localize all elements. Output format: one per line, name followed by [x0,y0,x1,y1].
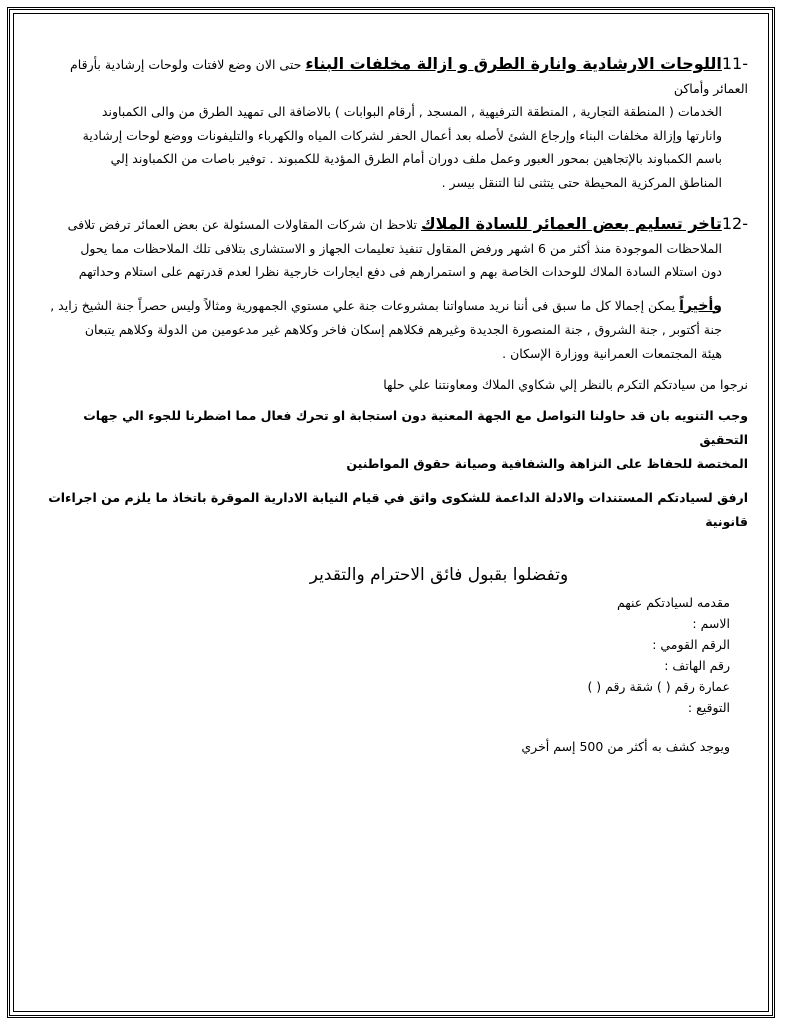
item-11-line: المناطق المركزية المحيطة حتى يتثنى لنا التنقل بيسر . [441,174,722,190]
attach-note: ارفق لسيادتكم المستندات والادلة الداعمة للشكوى واثق في قيام النيابة الادارية الموقرة باتخاذ ما يلزم من اجراءات قانونية [48,490,748,529]
finally-section [40,294,748,366]
submitted-by: مقدمه لسيادتكم عنهم [616,595,730,610]
item-11-number: -11 [721,54,748,73]
signature-field: التوقيع : [687,700,730,715]
item-12 [40,212,748,284]
item-12-first-line [40,212,748,237]
finally-line: يمكن إجمالا كل ما سبق فى أننا نريد مساواتنا بمشروعات جنة علي مستوي الجمهورية ومثالاً وليس حصراً جنة الشيخ زايد , [50,297,676,313]
phone-field: رقم الهاتف : [664,658,730,673]
item-12-heading: تاخر تسليم بعض العمائر للسادة الملاك [421,214,722,233]
item-11-first-line [40,52,748,100]
name-field: الاسم : [692,616,730,631]
item-11-line: حتى الان وضع لافتات ولوحات إرشادية بأرقام العمائر وأماكن [70,57,748,96]
finally-label: وأخيراً [679,297,722,314]
item-11-heading: اللوحات الارشادية وانارة الطرق و ازالة مخلفات البناء [305,54,722,73]
national-id-field: الرقم القومي : [652,637,730,652]
item-11 [40,52,748,194]
closing-greeting: وتفضلوا بقبول فائق الاحترام والتقدير [309,565,569,585]
item-12-line: دون استلام السادة الملاك للوحدات الخاصة بهم و استمرارهم فى دفع ايجارات خارجية نظرا لعدم قدرتهم على استلام وحداتهم [78,264,722,279]
item-11-line: وانارتها وإزالة مخلفات البناء وإرجاع الشئ لأصله بعد أعمال الحفر لشركات المياه والكهرباء والتليفونات ووضع لوحات إرشادية [82,127,722,143]
request-paragraph: نرجوا من سيادتكم التكرم بالنظر إلي شكاوي الملاك ومعاونتنا علي حلها [383,377,748,392]
item-11-line: باسم الكمباوند بالإتجاهين بمحور العبور وعمل ملف دوران أمام الطرق المؤدية للكمبوند . توفير باصات من الكمباوند إلي [110,151,722,166]
building-apartment-field: عمارة رقم ( ) شقة رقم ( ) [587,679,730,694]
finally-line: هيئة المجتمعات العمرانية ووزارة الإسكان . [502,345,722,361]
item-12-line: الملاحظات الموجودة منذ أكثر من 6 اشهر ورفض المقاول تنفيذ تعليمات الجهاز و الاستشارى بتلافى تلك الملاحظات مما يحول [80,240,722,256]
document-body [40,52,748,757]
item-12-number: -12 [721,214,748,233]
finally-line: جنة أكتوبر , جنة الشروق , جنة المنصورة الجديدة وغيرهم فكلاهم إسكان فاخر وكلاهم غير مدعومين من الدولة وكلاهم يتبعان [84,322,722,337]
item-11-line: الخدمات ( المنطقة التجارية , المنطقة الترفيهية , المسجد , أرقام البوابات ) بالاضافة الى تمهيد الطرق من والى الكمباوند [101,104,722,119]
bold-note-line: المختصة للحفاظ على النزاهة والشفافية وصيانة حقوق المواطنين [346,456,748,471]
footer-note: ويوجد كشف به أكثر من 500 إسم أخري [521,739,730,754]
finally-first-line [40,294,748,319]
item-12-line: تلاحظ ان شركات المقاولات المسئولة عن بعض العمائر ترفض تلافى [67,217,418,232]
signature-block [40,592,748,718]
bold-note-line: وجب التنويه بان قد حاولنا التواصل مع الجهة المعنية دون استجابة او تحرك فعال مما اضطرنا للجوء الي جهات التحقيق [83,408,748,447]
